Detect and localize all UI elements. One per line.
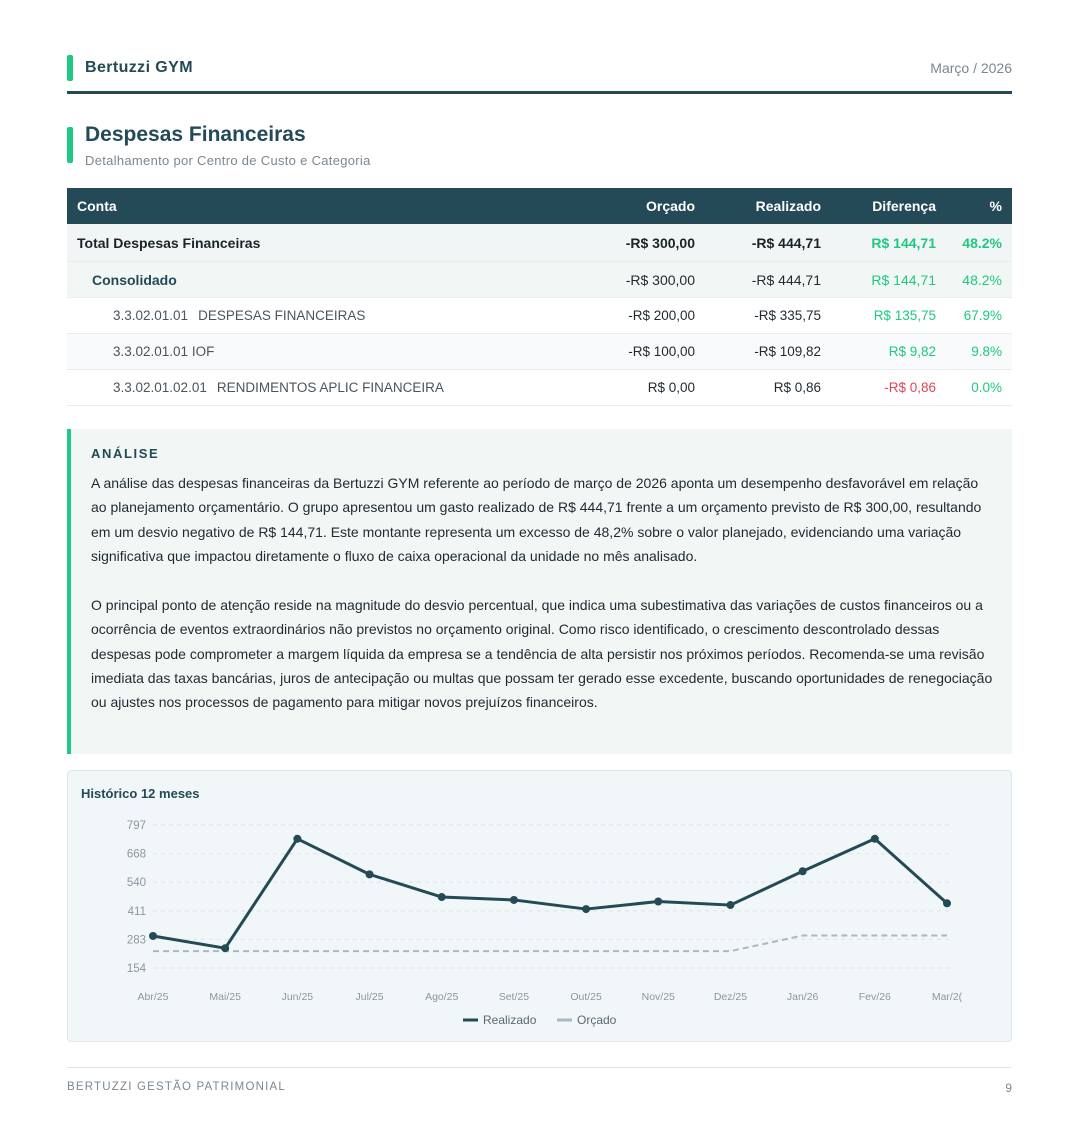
brand-accent-bar bbox=[67, 55, 73, 81]
account-name: DESPESAS FINANCEIRAS bbox=[198, 308, 366, 323]
col-header-conta: Conta bbox=[67, 188, 587, 224]
col-header-orcado: Orçado bbox=[587, 188, 705, 224]
x-tick-label: Abr/25 bbox=[137, 991, 169, 1003]
row-label bbox=[67, 298, 587, 334]
analysis-box bbox=[67, 429, 1012, 754]
data-point-realizado bbox=[726, 901, 734, 909]
x-tick-label: Mai/25 bbox=[209, 991, 241, 1003]
cell-diferenca: R$ 144,71 bbox=[831, 262, 946, 298]
col-header-diferenca: Diferença bbox=[831, 188, 946, 224]
table-header-row bbox=[67, 188, 1012, 224]
x-tick-label: Dez/25 bbox=[713, 991, 748, 1003]
x-tick-label: Jan/26 bbox=[786, 991, 819, 1003]
legend-label-realizado: Realizado bbox=[483, 1013, 537, 1027]
cell-orcado: R$ 0,00 bbox=[587, 370, 705, 406]
series-line-orcado bbox=[153, 936, 947, 952]
data-point-realizado bbox=[582, 905, 590, 913]
account-name: IOF bbox=[191, 344, 215, 359]
row-label: Consolidado bbox=[67, 262, 587, 298]
table-row-group bbox=[67, 262, 1012, 298]
report-header bbox=[67, 55, 1012, 94]
x-tick-label: Out/25 bbox=[570, 991, 602, 1003]
x-tick-label: Set/25 bbox=[498, 991, 530, 1003]
chart-title: Histórico 12 meses bbox=[81, 786, 200, 801]
report-period: Março / 2026 bbox=[930, 60, 1012, 76]
data-point-realizado bbox=[654, 898, 662, 906]
y-tick-label: 283 bbox=[126, 934, 146, 947]
row-label bbox=[67, 334, 587, 370]
brand-name: Bertuzzi GYM bbox=[85, 59, 193, 76]
cell-orcado: -R$ 100,00 bbox=[587, 334, 705, 370]
series-line-realizado bbox=[153, 839, 947, 948]
cell-realizado: -R$ 335,75 bbox=[705, 298, 831, 334]
cell-diferenca: R$ 9,82 bbox=[831, 334, 946, 370]
cell-realizado: R$ 0,86 bbox=[705, 370, 831, 406]
page-subtitle: Detalhamento por Centro de Custo e Categoria bbox=[85, 153, 371, 168]
y-tick-label: 540 bbox=[126, 877, 146, 890]
row-label bbox=[67, 370, 587, 406]
cell-pct: 48.2% bbox=[946, 262, 1012, 298]
table-row bbox=[67, 298, 1012, 334]
account-code: 3.3.02.01.01 bbox=[113, 308, 189, 323]
x-tick-label: Jun/25 bbox=[281, 991, 314, 1003]
history-chart-card bbox=[67, 770, 1012, 1042]
section-title-block bbox=[67, 123, 667, 168]
account-name: RENDIMENTOS APLIC FINANCEIRA bbox=[216, 380, 444, 395]
cell-pct: 67.9% bbox=[946, 298, 1012, 334]
data-point-realizado bbox=[799, 867, 807, 875]
col-header-pct: % bbox=[946, 188, 1012, 224]
cell-diferenca: R$ 144,71 bbox=[831, 224, 946, 262]
data-point-realizado bbox=[221, 944, 229, 952]
data-point-realizado bbox=[943, 899, 951, 907]
data-point-realizado bbox=[871, 835, 879, 843]
cell-diferenca: R$ 135,75 bbox=[831, 298, 946, 334]
account-code: 3.3.02.01.01 bbox=[113, 344, 189, 359]
data-point-realizado bbox=[149, 932, 157, 940]
data-point-realizado bbox=[366, 870, 374, 878]
footer-company: BERTUZZI GESTÃO PATRIMONIAL bbox=[67, 1081, 286, 1093]
cell-diferenca: -R$ 0,86 bbox=[831, 370, 946, 406]
x-tick-label: Jul/25 bbox=[355, 991, 384, 1003]
table-row bbox=[67, 334, 1012, 370]
cell-realizado: -R$ 444,71 bbox=[705, 224, 831, 262]
page-title: Despesas Financeiras bbox=[85, 123, 306, 146]
cell-orcado: -R$ 200,00 bbox=[587, 298, 705, 334]
x-tick-label: Nov/25 bbox=[641, 991, 675, 1003]
cell-pct: 9.8% bbox=[946, 334, 1012, 370]
expenses-table bbox=[67, 188, 1012, 406]
table-row-total bbox=[67, 224, 1012, 262]
title-accent-bar bbox=[67, 127, 73, 163]
table-row bbox=[67, 370, 1012, 406]
analysis-accent-bar bbox=[67, 429, 71, 754]
history-line-chart bbox=[68, 771, 1011, 1041]
x-tick-label: Fev/26 bbox=[858, 991, 891, 1003]
cell-orcado: -R$ 300,00 bbox=[587, 224, 705, 262]
cell-realizado: -R$ 109,82 bbox=[705, 334, 831, 370]
page-footer bbox=[67, 1067, 1012, 1095]
analysis-heading: ANÁLISE bbox=[91, 446, 160, 461]
cell-orcado: -R$ 300,00 bbox=[587, 262, 705, 298]
data-point-realizado bbox=[510, 896, 518, 904]
y-tick-label: 797 bbox=[126, 820, 146, 832]
data-point-realizado bbox=[438, 893, 446, 901]
cell-pct: 0.0% bbox=[946, 370, 1012, 406]
x-tick-label: Ago/25 bbox=[425, 991, 459, 1003]
y-tick-label: 668 bbox=[126, 848, 146, 861]
y-tick-label: 154 bbox=[126, 963, 146, 975]
legend-label-orcado: Orçado bbox=[577, 1013, 617, 1027]
analysis-paragraph-2: O principal ponto de atenção reside na magnitude do desvio percentual, que indica uma subestimativa das variações de custos financeiros ou a ocorrência de eventos extraordinários não previstos no orçamento original. Como risco identificado, o crescimento descontrolado dessas despesas pode comprometer a margem líquida da empresa se a tendência de alta persistir nos próximos períodos. Recomenda-se uma revisão imediata das taxas bancárias, juros de antecipação ou multas que possam ter gerado esse excedente, buscando oportunidades de renegociação ou ajustes nos processos de pagamento para mitigar novos prejuízos financeiros. bbox=[91, 597, 993, 711]
page-number: 9 bbox=[1005, 1081, 1012, 1095]
x-tick-label: Mar/2( bbox=[931, 991, 963, 1003]
row-label: Total Despesas Financeiras bbox=[67, 224, 587, 262]
analysis-paragraph-1: A análise das despesas financeiras da Bertuzzi GYM referente ao período de março de 2026 aponta um desempenho desfavorável em relação ao planejamento orçamentário. O grupo apresentou um gasto realizado de R$ 444,71 frente a um orçamento previsto de R$ 300,00, resultando em um desvio negativo de R$ 144,71. Este montante representa um excesso de 48,2% sobre o valor planejado, evidenciando uma variação significativa que impactou diretamente o fluxo de caixa operacional da unidade no mês analisado. bbox=[91, 475, 982, 564]
account-code: 3.3.02.01.02.01 bbox=[113, 380, 207, 395]
col-header-realizado: Realizado bbox=[705, 188, 831, 224]
cell-realizado: -R$ 444,71 bbox=[705, 262, 831, 298]
cell-pct: 48.2% bbox=[946, 224, 1012, 262]
y-tick-label: 411 bbox=[127, 905, 146, 918]
data-point-realizado bbox=[293, 835, 301, 843]
